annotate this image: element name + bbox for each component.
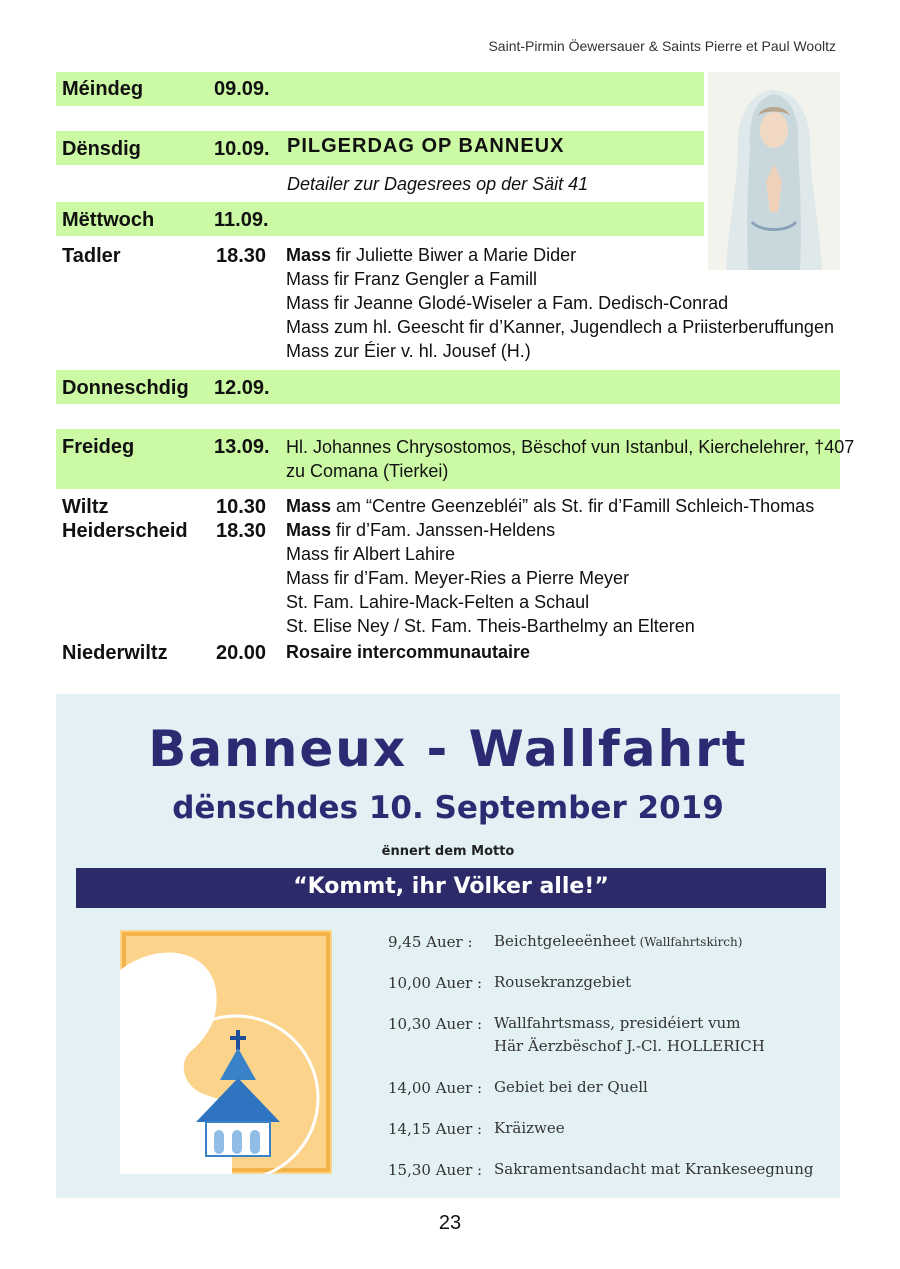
service-text: Rosaire intercommunautaire <box>286 642 531 662</box>
mass-intention <box>286 245 576 266</box>
day-date: 09.09. <box>214 78 270 100</box>
mass-lead: Mass <box>286 520 332 540</box>
schedule-text: Rousekranzgebiet <box>494 973 632 991</box>
virgin-mary-image <box>708 72 840 270</box>
schedule-time: 9,45 Auer : <box>388 933 473 951</box>
schedule-time: 10,00 Auer : <box>388 974 483 992</box>
day-label: Freideg <box>62 436 135 458</box>
mass-intention <box>286 496 814 517</box>
day-date: 12.09. <box>214 377 270 399</box>
service-place: Niederwiltz <box>62 642 168 664</box>
mass-intention: St. Fam. Lahire-Mack-Felten a Schaul <box>286 592 590 612</box>
mass-lead: Mass <box>286 496 332 516</box>
page-number: 23 <box>438 1212 462 1234</box>
mass-intention <box>286 520 555 541</box>
poster-motto-lead: ënnert dem Motto <box>381 844 515 859</box>
schedule-time: 14,15 Auer : <box>388 1120 483 1138</box>
day-band-monday <box>56 72 704 106</box>
schedule-text-cont: Här Äerzbëschof J.-Cl. HOLLERICH <box>494 1037 765 1055</box>
day-date: 11.09. <box>214 209 269 231</box>
mass-intention: St. Elise Ney / St. Fam. Theis-Barthelmy an Elteren <box>286 616 695 636</box>
schedule-text: Sakramentsandacht mat Krankeseegnung <box>494 1160 814 1178</box>
poster-title: Banneux - Wallfahrt <box>148 720 748 778</box>
schedule-time: 10,30 Auer : <box>388 1015 483 1033</box>
schedule-note: (Wallfahrtskirch) <box>635 935 743 949</box>
mass-intention: Mass zum hl. Geescht fir d’Kanner, Jugendlech a Priisterberuffungen <box>286 317 834 337</box>
mass-intention: Mass zur Éier v. hl. Jousef (H.) <box>286 341 531 361</box>
service-place: Heiderscheid <box>62 520 188 542</box>
service-place: Wiltz <box>62 496 109 518</box>
day-label: Mëttwoch <box>62 209 155 231</box>
day-label: Dënsdig <box>62 138 141 160</box>
schedule-item <box>494 930 742 953</box>
mass-intention: Mass fir Albert Lahire <box>286 544 456 564</box>
service-time: 10.30 <box>216 496 267 518</box>
page-header: Saint-Pirmin Öewersauer & Saints Pierre et Paul Wooltz <box>488 38 836 54</box>
service-place: Tadler <box>62 245 121 267</box>
pilgrimage-detail: Detailer zur Dagesrees op der Säit 41 <box>287 174 589 194</box>
mass-intention: Mass fir Jeanne Glodé-Wiseler a Fam. Dedisch-Conrad <box>286 293 729 313</box>
day-label: Méindeg <box>62 78 144 100</box>
day-label: Donneschdig <box>62 377 189 399</box>
service-time: 18.30 <box>216 520 267 542</box>
service-time: 18.30 <box>216 245 267 267</box>
schedule-text: Kräizwee <box>494 1119 565 1137</box>
pilgrimage-logo <box>120 930 332 1174</box>
saint-of-day-cont: zu Comana (Tierkei) <box>286 461 449 481</box>
mass-lead: Mass <box>286 245 332 265</box>
mass-rest: fir d’Fam. Janssen-Heldens <box>331 520 556 540</box>
pilgrimage-heading: PILGERDAG OP BANNEUX <box>287 135 565 157</box>
poster-motto-bar <box>76 868 826 908</box>
schedule-text: Wallfahrtsmass, presidéiert vum <box>494 1014 741 1032</box>
banneux-poster <box>56 694 840 1198</box>
schedule-time: 15,30 Auer : <box>388 1161 483 1179</box>
saint-of-day: Hl. Johannes Chrysostomos, Bëschof vun Istanbul, Kierchelehrer, †407 <box>286 437 855 457</box>
schedule-text: Beichtgeleeënheet <box>494 932 636 950</box>
mass-intention: Mass fir Franz Gengler a Famill <box>286 269 538 289</box>
mass-rest: fir Juliette Biwer a Marie Dider <box>331 245 577 265</box>
schedule-time: 14,00 Auer : <box>388 1079 483 1097</box>
day-date: 10.09. <box>214 138 270 160</box>
day-date: 13.09. <box>214 436 270 458</box>
mass-intention: Mass fir d’Fam. Meyer-Ries a Pierre Meyer <box>286 568 630 588</box>
mass-rest: am “Centre Geenzebléi” als St. fir d’Famill Schleich-Thomas <box>331 496 815 516</box>
poster-subtitle: dënschdes 10. September 2019 <box>172 790 724 826</box>
schedule-text: Gebiet bei der Quell <box>494 1078 648 1096</box>
poster-motto: “Kommt, ihr Völker alle!” <box>293 874 609 899</box>
service-time: 20.00 <box>216 642 267 664</box>
